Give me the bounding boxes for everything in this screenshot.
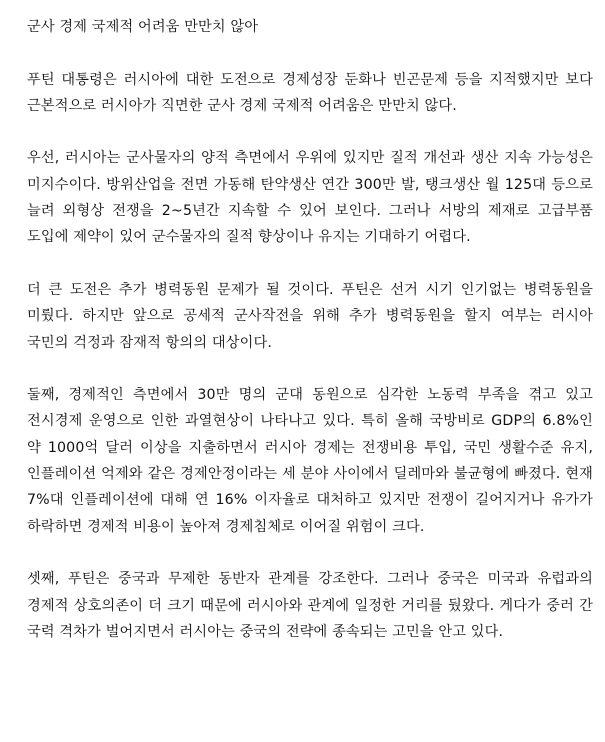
document-body (27, 14, 593, 645)
paragraph-3: 더 큰 도전은 추가 병력동원 문제가 될 것이다. 푸틴은 선거 시기 인기없는 병력동원을 미뤘다. 하지만 앞으로 공세적 군사작전을 위해 추가 병력동원을 할지 여부는 러시아 국민의 걱정과 잠재적 항의의 대상이다. (27, 281, 593, 351)
paragraph-4: 둘째, 경제적인 측면에서 30만 명의 군대 동원으로 심각한 노동력 부족을 겪고 있고 전시경제 운영으로 인한 과열현상이 나타나고 있다. 특히 올해 국방비로 GDP의 6.8%인 약 1000억 달러 이상을 지출하면서 러시아 경제는 전쟁비용 투입, 국민 생활수준 유지, 인플레이션 억제와 같은 경제안정이라는 세 분야 사이에서 딜레마와 불균형에 빠졌다. 현재 7%대 인플레이션에 대해 연 16% 이자율로 대처하고 있지만 전쟁이 길어지거나 유가가 하락하면 경제적 비용이 높아져 경제침체로 이어질 위험이 크다. (27, 387, 593, 535)
paragraph-5: 셋째, 푸틴은 중국과 무제한 동반자 관계를 강조한다. 그러나 중국은 미국과 유럽과의 경제적 상호의존이 더 크기 때문에 러시아와 관계에 일정한 거리를 뒀왔다. 게다가 중러 간 국력 격차가 벌어지면서 러시아는 중국의 전략에 종속되는 고민을 안고 있다. (27, 571, 593, 640)
document-title: 군사 경제 국제적 어려움 만만치 않아 (27, 19, 259, 35)
paragraph-2: 우선, 러시아는 군사물자의 양적 측면에서 우위에 있지만 질적 개선과 생산 지속 가능성은 미지수이다. 방위산업을 전면 가동해 탄약생산 연간 300만 발, 탱크생산 월 125대 등으로 늘려 외형상 전쟁을 2~5년간 지속할 수 있어 보인다. 그러나 서방의 제재로 고급부품 도입에 제약이 있어 군수물자의 질적 향상이나 유지는 기대하기 어렵다. (27, 150, 593, 246)
paragraph-1: 푸틴 대통령은 러시아에 대한 도전으로 경제성장 둔화나 빈곤문제 등을 지적했지만 보다 근본적으로 러시아가 직면한 군사 경제 국제적 어려움은 만만치 않다. (27, 71, 593, 114)
